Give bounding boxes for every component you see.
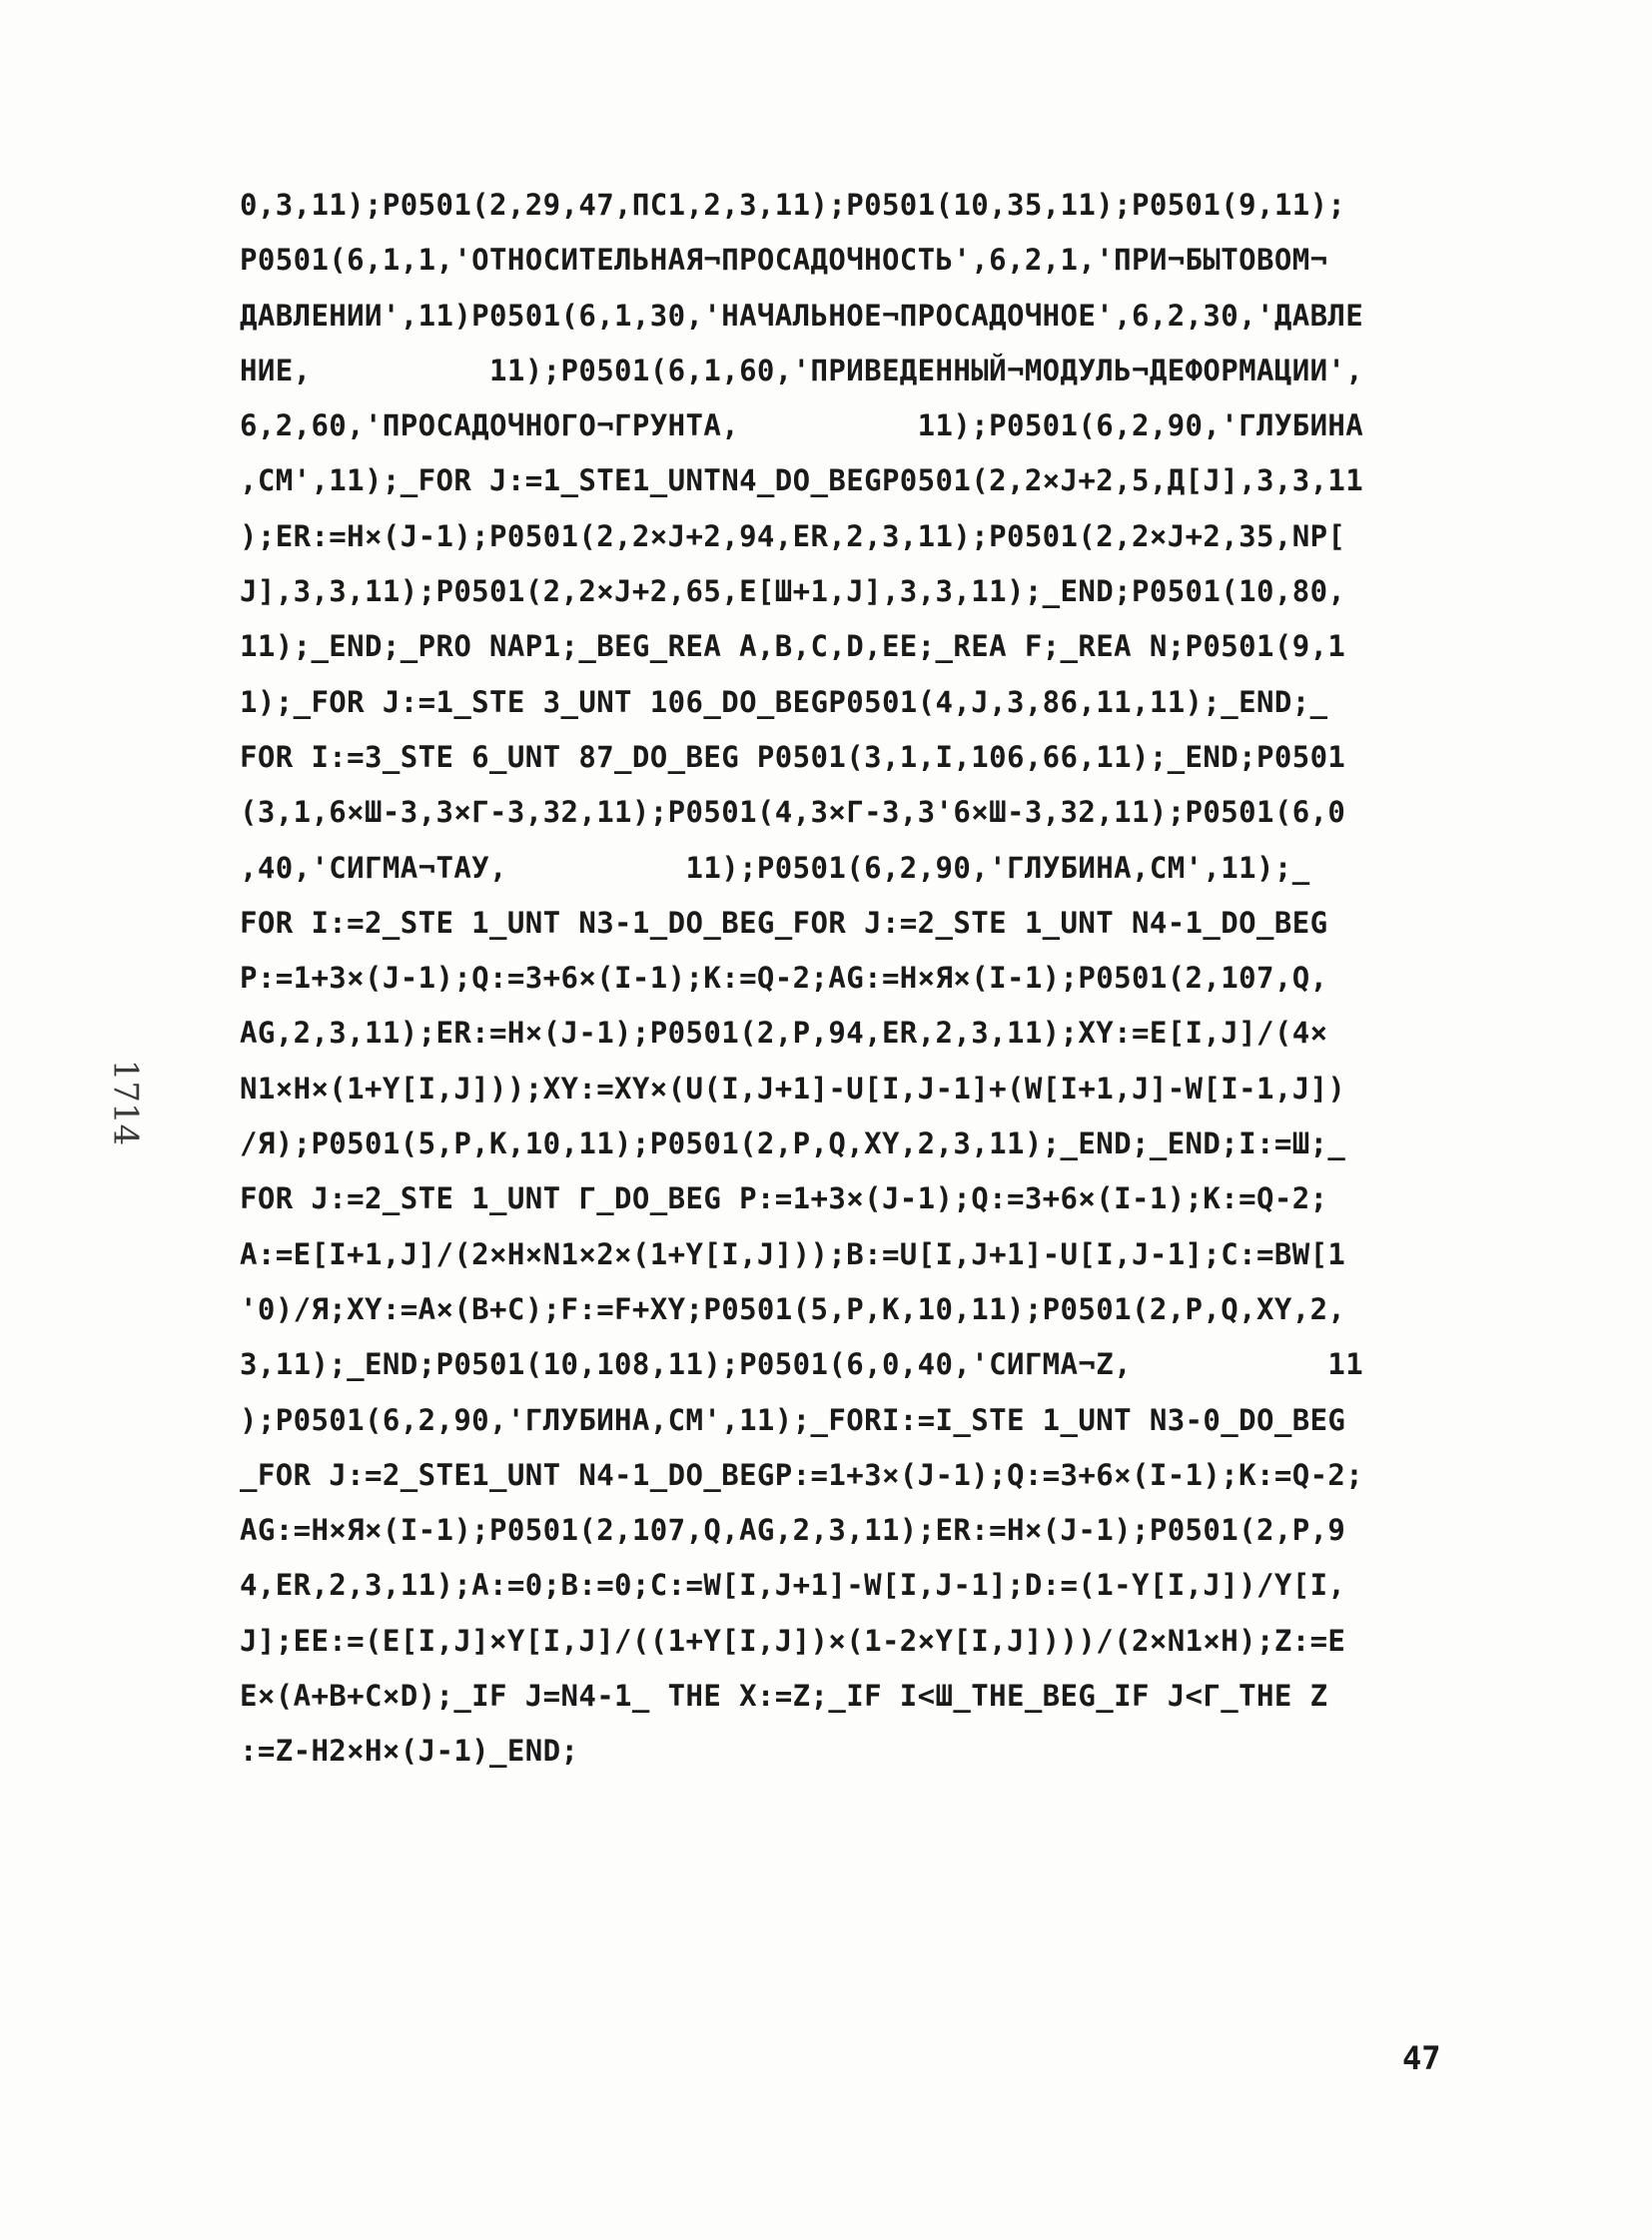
code-line: E×(A+B+C×D);_IF J=N4-1_ THE X:=Z;_IF I<Ш_THE_BEG_IF J<Г_THE Z: [240, 1679, 1328, 1714]
code-line: 3,11);_END;P0501(10,108,11);P0501(6,0,40,'СИГМА¬Z, 11: [240, 1347, 1364, 1382]
code-line: FOR J:=2_STE 1_UNT Г_DO_BEG P:=1+3×(J-1);Q:=3+6×(I-1);K:=Q-2;: [240, 1181, 1328, 1216]
code-line: ,СМ',11);_FOR J:=1_STE1_UNTN4_DO_BEGP0501(2,2×J+2,5,Д[J],3,3,11: [240, 463, 1364, 498]
code-line: );ER:=H×(J-1);P0501(2,2×J+2,94,ER,2,3,11);P0501(2,2×J+2,35,NP[: [240, 518, 1346, 553]
code-line: НИЕ, 11);P0501(6,1,60,'ПРИВЕДЕННЫЙ¬МОДУЛЬ¬ДЕФОРМАЦИИ',: [240, 353, 1364, 387]
margin-note: 1714: [105, 1059, 146, 1146]
code-line: 6,2,60,'ПРОСАДОЧНОГО¬ГРУНТА, 11);P0501(6,2,90,'ГЛУБИНА: [240, 408, 1364, 443]
code-line: /Я);P0501(5,P,K,10,11);P0501(2,P,Q,XY,2,3,11);_END;_END;I:=Ш;_: [240, 1126, 1346, 1161]
code-line: A:=E[I+1,J]/(2×H×N1×2×(1+Y[I,J]));B:=U[I,J+1]-U[I,J-1];C:=BW[1: [240, 1236, 1346, 1271]
code-line: ДАВЛЕНИИ',11)P0501(6,1,30,'НАЧАЛЬНОЕ¬ПРОСАДОЧНОЕ',6,2,30,'ДАВЛЕ: [240, 298, 1364, 333]
code-line: N1×H×(1+Y[I,J]));XY:=XY×(U(I,J+1]-U[I,J-1]+(W[I+1,J]-W[I-1,J]): [240, 1071, 1346, 1106]
code-line: P0501(6,1,1,'ОТНОСИТЕЛЬНАЯ¬ПРОСАДОЧНОСТЬ',6,2,1,'ПРИ¬БЫТОВОМ¬: [240, 243, 1328, 278]
code-line: J],3,3,11);P0501(2,2×J+2,65,E[Ш+1,J],3,3,11);_END;P0501(10,80,: [240, 574, 1346, 609]
code-line: 1);_FOR J:=1_STE 3_UNT 106_DO_BEGP0501(4,J,3,86,11,11);_END;_: [240, 684, 1328, 719]
code-line: ,40,'СИГМА¬ТАУ, 11);P0501(6,2,90,'ГЛУБИНА,СМ',11);_: [240, 850, 1310, 885]
page-number: 47: [1402, 2039, 1441, 2077]
code-line: '0)/Я;XY:=A×(B+C);F:=F+XY;P0501(5,P,K,10,11);P0501(2,P,Q,XY,2,: [240, 1291, 1346, 1326]
code-line: J];EE:=(E[I,J]×Y[I,J]/((1+Y[I,J])×(1-2×Y[I,J])))/(2×N1×H);Z:=E: [240, 1623, 1346, 1658]
code-line: );P0501(6,2,90,'ГЛУБИНА,СМ',11);_FORI:=I_STE 1_UNT N3-0_DO_BEG: [240, 1402, 1346, 1437]
code-line: P:=1+3×(J-1);Q:=3+6×(I-1);K:=Q-2;AG:=H×Я×(I-1);P0501(2,107,Q,: [240, 961, 1328, 996]
code-line: 11);_END;_PRO NAP1;_BEG_REA A,B,C,D,EE;_REA F;_REA N;P0501(9,1: [240, 629, 1346, 664]
code-listing: [240, 178, 1458, 1780]
code-line: :=Z-H2×H×(J-1)_END;: [240, 1734, 579, 1769]
code-line: AG,2,3,11);ER:=H×(J-1);P0501(2,P,94,ER,2,3,11);XY:=E[I,J]/(4×: [240, 1016, 1328, 1051]
code-line: FOR I:=2_STE 1_UNT N3-1_DO_BEG_FOR J:=2_STE 1_UNT N4-1_DO_BEG: [240, 905, 1328, 940]
code-line: AG:=H×Я×(I-1);P0501(2,107,Q,AG,2,3,11);ER:=H×(J-1);P0501(2,P,9: [240, 1513, 1346, 1548]
code-line: 0,3,11);P0501(2,29,47,ПС1,2,3,11);P0501(10,35,11);P0501(9,11);: [240, 188, 1346, 222]
code-line: 4,ER,2,3,11);A:=0;B:=0;C:=W[I,J+1]-W[I,J-1];D:=(1-Y[I,J])/Y[I,: [240, 1568, 1346, 1603]
code-line: _FOR J:=2_STE1_UNT N4-1_DO_BEGP:=1+3×(J-1);Q:=3+6×(I-1);K:=Q-2;: [240, 1457, 1364, 1492]
code-line: (3,1,6×Ш-3,3×Г-3,32,11);P0501(4,3×Г-3,3'6×Ш-3,32,11);P0501(6,0: [240, 795, 1346, 830]
code-line: FOR I:=3_STE 6_UNT 87_DO_BEG P0501(3,1,I,106,66,11);_END;P0501: [240, 739, 1346, 774]
